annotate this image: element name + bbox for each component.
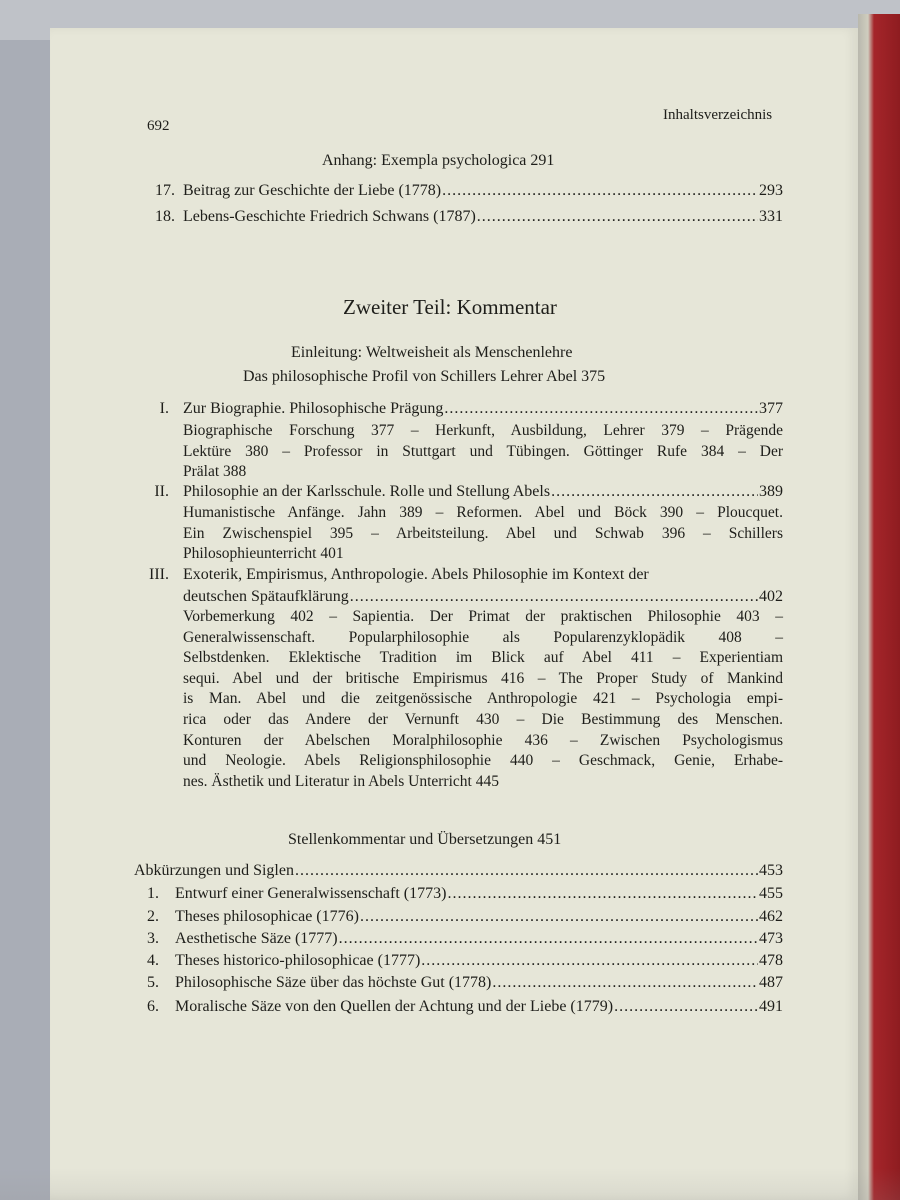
subtopic-line: Generalwissenschaft. Popularphilosophie als Popularenzyklopädik 408 – <box>183 628 783 646</box>
toc-entry[interactable] <box>134 908 783 926</box>
entry-title: Theses historico-philosophicae (1777) <box>175 952 421 969</box>
entry-title: Entwurf einer Generalwissenschaft (1773) <box>175 885 447 902</box>
toc-entry[interactable] <box>134 974 783 992</box>
entry-number: 18. <box>155 208 175 225</box>
leader-dots <box>360 908 758 926</box>
toc-entry[interactable] <box>134 885 783 903</box>
entry-page: 487 <box>759 974 783 991</box>
entry-subtopics <box>183 503 783 565</box>
leader-dots <box>492 974 758 992</box>
entry-number: 5. <box>147 974 159 991</box>
entry-page: 402 <box>759 588 783 605</box>
running-head: Inhaltsverzeichnis <box>663 107 773 123</box>
toc-entry[interactable] <box>134 930 783 948</box>
subtopic-line: is Man. Abel und die zeitgenössische Anthropologie 421 – Psychologia empi- <box>183 690 783 708</box>
book-page <box>50 28 858 1200</box>
entry-number: 17. <box>155 182 175 199</box>
entry-number: I. <box>159 400 169 417</box>
entry-number: 6. <box>147 998 159 1015</box>
entry-page: 377 <box>759 400 783 417</box>
intro-heading-line1: Einleitung: Weltweisheit als Menschenlehre <box>291 344 573 361</box>
toc-entry-line1[interactable] <box>147 566 783 584</box>
toc-entry[interactable] <box>147 483 783 501</box>
section-heading-anhang: Anhang: Exempla psychologica 291 <box>322 152 555 169</box>
entry-title: Aesthetische Säze (1777) <box>175 930 338 947</box>
section-heading-stellenkommentar: Stellenkommentar und Übersetzungen 451 <box>288 831 562 848</box>
subtopic-line: Prälat 388 <box>183 463 247 481</box>
entry-page: 473 <box>759 930 783 947</box>
entry-title: Theses philosophicae (1776) <box>175 908 359 925</box>
subtopic-line: Vorbemerkung 402 – Sapientia. Der Primat der praktischen Philosophie 403 – <box>183 608 783 625</box>
subtopic-line: Philosophieunterricht 401 <box>183 545 344 563</box>
leader-dots <box>614 998 758 1016</box>
leader-dots <box>444 400 758 418</box>
toc-entry[interactable] <box>147 182 783 200</box>
leader-dots <box>477 208 758 226</box>
toc-entry[interactable] <box>134 998 783 1016</box>
entry-page: 389 <box>759 483 783 500</box>
entry-title: Lebens-Geschichte Friedrich Schwans (1787) <box>183 208 476 225</box>
page-number: 692 <box>147 118 170 134</box>
entry-title: Philosophie an der Karlsschule. Rolle und Stellung Abels <box>183 483 551 500</box>
entry-number: II. <box>154 483 169 500</box>
subtopic-line: rica oder das Andere der Vernunft 430 – Die Bestimmung des Menschen. <box>183 710 783 728</box>
entry-page: 462 <box>759 908 783 925</box>
entry-number: III. <box>149 566 169 583</box>
leader-dots <box>339 930 758 948</box>
leader-dots <box>421 952 758 970</box>
entry-page: 293 <box>759 182 783 199</box>
entry-title: Philosophische Säze über das höchste Gut (1778) <box>175 974 492 991</box>
entry-title: deutschen Spätaufklärung <box>183 588 349 605</box>
entry-page: 455 <box>759 885 783 902</box>
entry-number: 3. <box>147 930 159 947</box>
entry-title: Beitrag zur Geschichte der Liebe (1778) <box>183 182 442 199</box>
leader-dots <box>295 862 758 880</box>
intro-heading-line2: Das philosophische Profil von Schillers Lehrer Abel 375 <box>243 368 606 385</box>
entry-title: Zur Biographie. Philosophische Prägung <box>183 400 444 417</box>
subtopic-line: Humanistische Anfänge. Jahn 389 – Reformen. Abel und Böck 390 – Ploucquet. <box>183 504 783 521</box>
entry-title: Abkürzungen und Siglen <box>134 862 294 879</box>
part-heading: Zweiter Teil: Kommentar <box>343 295 557 319</box>
leader-dots <box>551 483 758 501</box>
entry-page: 331 <box>759 208 783 225</box>
entry-title: Moralische Säze von den Quellen der Achtung und der Liebe (1779) <box>175 998 614 1015</box>
leader-dots <box>447 885 758 903</box>
toc-entry[interactable] <box>147 208 783 226</box>
subtopic-line: nes. Ästhetik und Literatur in Abels Unterricht 445 <box>183 772 499 790</box>
book-cover-edge <box>858 14 900 1200</box>
entry-page: 478 <box>759 952 783 969</box>
subtopic-line: Biographische Forschung 377 – Herkunft, Ausbildung, Lehrer 379 – Prägende <box>183 422 783 439</box>
subtopic-line: Ein Zwischenspiel 395 – Arbeitsteilung. Abel und Schwab 396 – Schillers <box>183 524 783 542</box>
entry-number: 1. <box>147 885 159 902</box>
subtopic-line: und Neologie. Abels Religionsphilosophie 440 – Geschmack, Genie, Erhabe- <box>183 752 783 770</box>
subtopic-line: Selbstdenken. Eklektische Tradition im Blick auf Abel 411 – Experientiam <box>183 649 783 667</box>
leader-dots <box>442 182 758 200</box>
entry-title-line1: Exoterik, Empirismus, Anthropologie. Abels Philosophie im Kontext der <box>183 566 649 583</box>
subtopic-line: sequi. Abel und der britische Empirismus 416 – The Proper Study of Mankind <box>183 669 783 687</box>
leader-dots <box>350 588 758 606</box>
toc-entry[interactable] <box>183 588 783 606</box>
entry-page: 453 <box>759 862 783 879</box>
toc-entry[interactable] <box>147 400 783 418</box>
entry-page: 491 <box>759 998 783 1015</box>
subtopic-line: Lektüre 380 – Professor in Stuttgart und Tübingen. Göttinger Rufe 384 – Der <box>183 442 783 460</box>
subtopic-line: Konturen der Abelschen Moralphilosophie 436 – Zwischen Psychologismus <box>183 731 783 749</box>
toc-entry[interactable] <box>134 952 783 970</box>
entry-number: 2. <box>147 908 159 925</box>
entry-subtopics <box>183 607 783 792</box>
toc-entry[interactable] <box>134 862 783 880</box>
entry-number: 4. <box>147 952 159 969</box>
entry-subtopics <box>183 421 783 483</box>
